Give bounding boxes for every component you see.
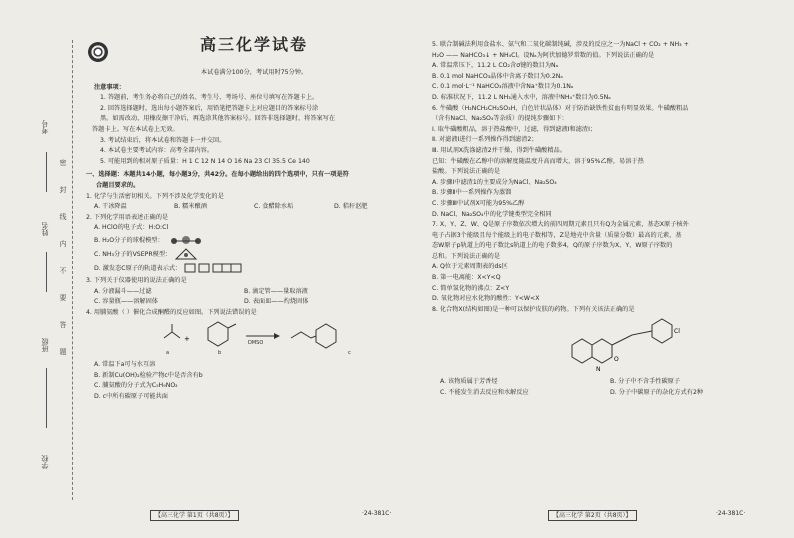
left-column [86,35,422,403]
field-line [46,368,47,428]
field-class: 班级 [41,338,49,352]
seal-char: 封 [59,186,67,194]
left-footer [150,510,239,519]
vsepr-model-icon [173,248,199,260]
right-footer [548,510,637,519]
option: A. 常温下a可与水互溶 [94,361,156,369]
seal-char: 线 [59,213,67,221]
orbital-diagram-icon [183,262,243,274]
compound-label: b [218,350,222,357]
q7-line: 总和。下列说法正确的是 [432,252,501,260]
seal-char: 答 [59,321,67,329]
option: B. 滴定管——量取溶液 [244,287,308,295]
option: D. 表面皿——灼烧固体 [244,298,309,306]
seal-char: 要 [59,294,67,302]
q5-line: 5. 联合制碱法利用食盐水、氨气和二氧化碳制纯碱，涉及的反应之一为NaCl + CO₂ + NH₃ + [432,41,689,48]
svg-text:Cl: Cl [674,328,680,336]
question-2: 2. 下列化学用语表述正确的是 [86,213,169,221]
notice-item: 3. 考试结束后，将本试卷和答题卡一并交回。 [100,136,226,144]
page-label: 【高三化学 第2页（共8页）】 [548,510,637,521]
field-name: 姓名 [41,222,49,236]
seal-char: 题 [59,348,67,356]
page-title: 高三化学试卷 [199,35,308,54]
option: D. 秸秆沤肥 [334,203,368,211]
option: A. 干冰降温 [94,203,127,211]
q5-line: H₂O —— NaHCO₃↓ + NH₄Cl。设Nₐ为阿伏加德罗常数的值。下列说法正确的是 [432,51,655,59]
seal-char: 内 [59,240,67,248]
notice-item: 4. 本试卷主要考试内容：高考全部内容。 [100,147,214,155]
svg-text:+: + [184,335,190,344]
notice-list [92,93,422,167]
seal-line [72,40,73,500]
question-1-options [94,202,422,213]
q6-line: （含有NaCl、Na₂SO₄等杂质）的提纯步骤如下： [432,115,568,123]
right-footer-code: ·24-381C· [716,510,746,517]
question-1: 1. 化学与生活密切相关。下列不涉及化学变化的是 [86,192,224,200]
reaction-condition: DMSO [248,340,264,347]
q7-line: 态W原子p轨道上的电子数比s轨道上的电子数多4，Q的原子序数为X、Y、W原子序数的 [432,242,673,250]
notice-heading: 注意事项： [94,83,125,91]
field-line [46,252,47,292]
notice-item: 5. 可能用到的相对原子质量：H 1 C 12 N 14 O 16 Na 23 Cl 35.5 Ce 140 [100,157,310,165]
q7-line: 7. X、Y、Z、W、Q是原子序数依次增大的前四周期元素且只有Q为金属元素，基态X原子核外 [432,221,689,229]
option: C. 简单氢化物的沸点：Z<Y [432,284,510,292]
option: D. 分子中碳原子的杂化方式有2种 [610,389,704,397]
option: A. 该物质属于芳香烃 [440,378,498,386]
question-2-options [94,223,422,276]
seal-char: 不 [59,267,67,275]
question-6 [432,104,784,221]
q6-line: 盐酸。下列说法正确的是 [432,168,501,176]
option: C. 步骤Ⅲ中试剂X可能为95%乙醇 [432,199,525,207]
question-4-options [94,360,422,402]
binding-strip [0,0,78,538]
question-3: 3. 下列关于仪器使用的说法正确的是 [86,276,187,284]
q6-line: Ⅰ. 取牛磺酸粗品，溶于热盐酸中，过滤，得到滤液Ⅰ和滤渣Ⅰ； [432,125,597,133]
q6-line: Ⅲ. 用试剂X洗涤滤渣2并干燥，得到牛磺酸精品。 [432,146,566,154]
option: A. 常温常压下，11.2 L CO₂含σ键的数目为Nₐ [432,62,559,70]
right-column [432,40,784,399]
option-text: B. H₂O分子的球棍模型： [94,236,164,244]
option: C. 0.1 mol·L⁻¹ NaHCO₃溶液中含Na⁺数目为0.1Nₐ [432,83,574,91]
question-8-options [440,377,784,398]
option: A. 分液漏斗——过滤 [94,287,152,295]
question-5 [432,40,784,104]
q6-line: Ⅱ. 对滤液Ⅰ进行一系列操作得到滤渣2； [432,136,538,144]
question-7 [432,220,784,305]
page-label: 【高三化学 第1页（共8页）】 [150,510,239,521]
notice-item: 1. 答题前，考生务必将自己的姓名、考生号、考场号、座位号填写在答题卡上。 [100,94,319,102]
compound-label: a [166,350,170,357]
left-footer-code: ·24-381C· [362,510,392,517]
field-line [46,152,47,192]
option [94,234,422,248]
option: D. 氧化物对应水化物的酸性：Y<W<X [432,295,540,303]
option: B. 分子中不含手性碳原子 [610,378,681,386]
option: B. 新制Cu(OH)₂检验产物c中是否含有b [94,371,203,379]
molecule-structure-diagram [532,315,732,375]
q6-line: 已知：牛磺酸在乙醇中的溶解度随温度升高而增大，溶于95%乙醇，易溶于热 [432,157,644,165]
option: B. 0.1 mol NaHCO₃晶体中含离子数目为0.2Nₐ [432,72,563,80]
option: A. HClO的电子式：H:O:Cl [94,224,169,232]
option: C. 脯氨酸的分子式为C₅H₉NO₂ [94,382,178,390]
compound-x-structure [432,315,784,377]
option: A. 步骤Ⅰ中滤渣1的主要成分为NaCl、Na₂SO₄ [432,178,557,186]
option: B. 第一电离能：X<Y<Q [432,274,501,282]
option: D. NaCl、Na₂SO₄中的化学键类型完全相同 [432,210,552,218]
section-heading-cont: 合题目要求的。 [96,181,140,189]
option: C. 容量瓶——溶解固体 [94,298,158,306]
option-text: D. 激发态C原子的轨道表示式： [94,264,182,272]
compound-label: c [348,350,351,357]
field-school: 学校 [41,455,49,469]
reaction-diagram [156,318,386,358]
seal-char: 密 [59,159,67,167]
option: D. 标准状况下，11.2 L NH₃通入水中，溶液中NH₄⁺数目为0.5Nₐ [432,93,611,101]
q7-line: 电子占据3个能级且每个能级上的电子数相等，Z是地壳中含量（质量分数）最高的元素，基 [432,231,682,239]
section-heading: 一、选择题：本题共14小题，每小题3分，共42分。在每小题给出的四个选项中，只有一项是符 [86,171,349,179]
option [94,262,422,276]
notice-item: 黑。如需改动，用橡皮擦干净后，再选涂其他答案标号。回答非选择题时，将答案写在 [100,115,336,123]
ball-stick-model-icon [166,235,206,245]
q6-line: 6. 牛磺酸（H₂NCH₂CH₂SO₃H，白色针状晶体）对于防治缺铁性贫血有明显效果。牛磺酸粗品 [432,104,689,112]
question-4: 4. 用脯氨酸（ ）催化合成酮醛的反应如图。下列说法错误的是 [86,308,257,316]
option: B. 糯米酿酒 [174,203,207,211]
question-3-options [94,287,422,308]
reaction-scheme [86,318,422,360]
option: C. 不能发生消去反应和水解反应 [440,389,529,397]
option: A. Q位于元素周期表的ds区 [432,263,508,271]
exam-intro: 本试卷满分100分，考试用时75分钟。 [200,69,308,76]
option: C. 食醋除水垢 [254,203,294,211]
option-text: C. NH₃分子的VSEPR模型： [94,250,172,258]
notice-item: 答题卡上。写在本试卷上无效。 [92,125,179,133]
option: D. c中所有碳原子可能共面 [94,393,168,401]
seal-text [58,150,68,366]
question-8: 8. 化合物X(结构如图)是一种可以保护皮肤的药物。下列有关该法正确的是 [432,305,635,313]
field-exam-number: 考号 [41,120,49,134]
notice-item: 2. 回答选择题时，选出每小题答案后，用铅笔把答题卡上对应题目的答案标号涂 [100,104,319,112]
svg-text:O: O [614,356,619,364]
option [94,248,422,262]
option: B. 步骤Ⅱ中一系列操作为蒸馏 [432,189,512,197]
svg-text:N: N [596,366,601,374]
